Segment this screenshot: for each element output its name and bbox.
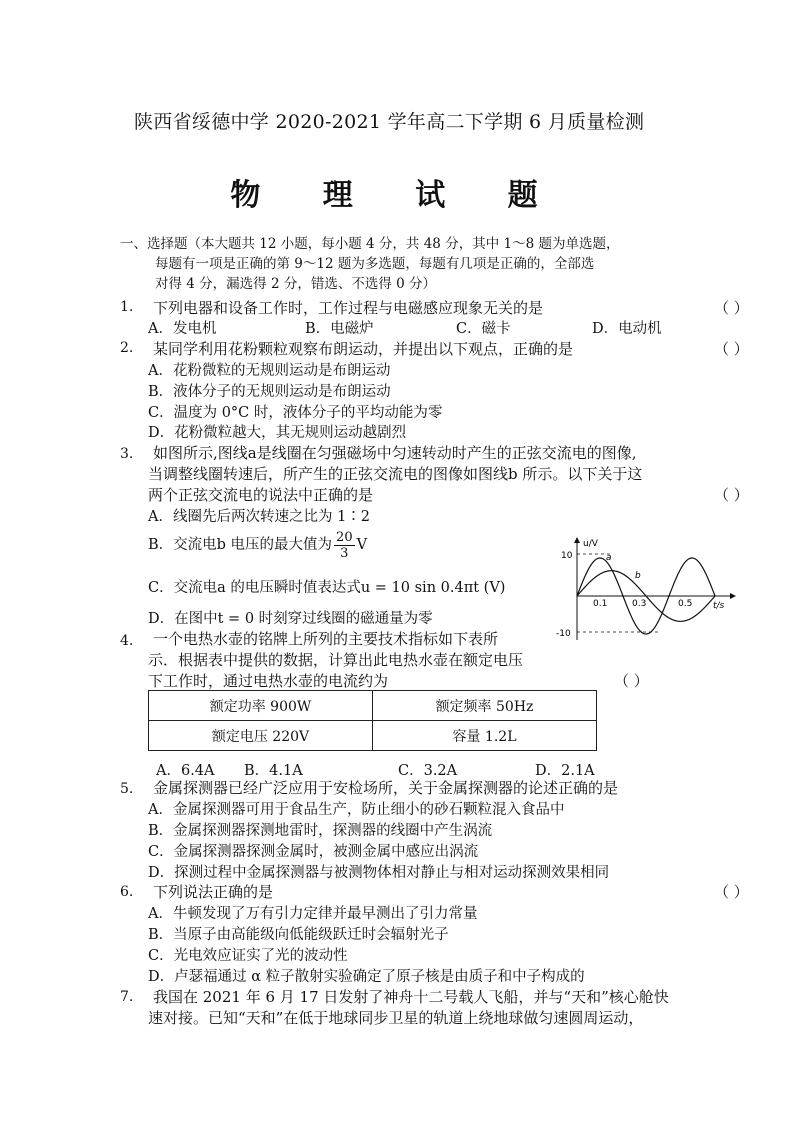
question-stem-line-3: 两个正弦交流电的说法中正确的是 [148, 486, 374, 504]
section-line-3: 对得 4 分，漏选得 2 分，错选、不选得 0 分） [155, 276, 437, 292]
question-stem-line-1: 一个电热水壶的铭牌上所列的主要技术指标如下表所 [153, 630, 499, 648]
section-instructions [120, 234, 619, 294]
fraction [334, 530, 355, 561]
option-d: D．探测过程中金属探测器与被测物体相对静止与相对运动探测效果相同 [148, 865, 610, 881]
question-stem: 金属探测器已经广泛应用于安检场所，关于金属探测器的论述正确的是 [153, 779, 619, 797]
option-a: A．花粉微粒的无规则运动是布朗运动 [148, 363, 391, 379]
option-c: C．交流电a 的电压瞬时值表达式u = 10 sin 0.4πt (V) [148, 580, 506, 596]
answer-bracket: （ ） [714, 486, 749, 504]
question-stem-line-1: 我国在 2021 年 6 月 17 日发射了神舟十二号载人飞船，并与“天和”核心舱快 [153, 988, 669, 1006]
page-title: 物 理 试 题 [230, 178, 564, 213]
question-stem: 下列电器和设备工作时，工作过程与电磁感应现象无关的是 [153, 299, 544, 317]
option-b: B．4.1A [244, 763, 303, 779]
option-b: B．金属探测器探测地雷时，探测器的线圈中产生涡流 [148, 823, 493, 839]
option-b: B．液体分子的无规则运动是布朗运动 [148, 384, 391, 400]
x-tick-0-3: 0.3 [632, 599, 647, 609]
option-c: C．磁卡 [456, 321, 511, 337]
option-a: A．发电机 [148, 321, 217, 337]
section-line-2: 每题有一项是正确的第 9～12 题为多选题，每题有几项是正确的，全部选 [155, 256, 595, 272]
fraction-denominator: 3 [340, 545, 349, 561]
option-b: B．当原子由高能级向低能级跃迁时会辐射光子 [148, 927, 449, 943]
school-heading: 陕西省绥德中学 2020-2021 学年高二下学期 6 月质量检测 [134, 111, 645, 133]
curve-a-label: a [606, 553, 612, 563]
option-a: A．6.4A [156, 763, 215, 779]
voltage-time-graph [550, 532, 740, 644]
question-number: 3. [120, 446, 134, 462]
option-d: D．电动机 [592, 321, 662, 337]
answer-bracket: （ ） [714, 299, 749, 317]
question-number: 7. [120, 989, 134, 1005]
question-stem-line-2: 示．根据表中提供的数据，计算出此电热水壶在额定电压 [148, 651, 524, 669]
question-stem: 下列说法正确的是 [153, 883, 274, 901]
question-stem-line-1: 如图所示,图线a是线圈在匀强磁场中匀速转动时产生的正弦交流电的图像, [153, 444, 637, 462]
option-b: B．电磁炉 [305, 321, 374, 337]
y-tick-10: 10 [561, 551, 573, 561]
y-axis-label: u/V [583, 539, 598, 549]
table-row [149, 721, 597, 751]
option-c: C．光电效应证实了光的波动性 [148, 948, 348, 964]
option-a: A．线圈先后两次转速之比为 1∶2 [148, 509, 371, 525]
question-stem-line-2: 速对接。已知“天和”在低于地球同步卫星的轨道上绕地球做匀速圆周运动， [148, 1009, 644, 1027]
x-tick-0-5: 0.5 [678, 599, 693, 609]
option-c: C．3.2A [398, 763, 458, 779]
section-line-1: 一、选择题（本大题共 12 小题，每小题 4 分，共 48 分，其中 1～8 题为单选题， [120, 236, 620, 252]
answer-bracket: （ ） [714, 340, 749, 358]
answer-bracket: （ ） [614, 672, 649, 690]
option-a: A．牛顿发现了万有引力定律并最早测出了引力常量 [148, 906, 478, 922]
option-d: D．卢瑟福通过 α 粒子散射实验确定了原子核是由质子和中子构成的 [148, 969, 585, 985]
answer-bracket: （ ） [714, 883, 749, 901]
question-number: 6. [120, 884, 134, 900]
option-b-text: B．交流电b 电压的最大值为 [148, 537, 333, 553]
table-cell: 容量 1.2L [373, 721, 597, 751]
question-number: 5. [120, 781, 134, 797]
question-stem-line-2: 当调整线圈转速后，所产生的正弦交流电的图像如图线b 所示。以下关于这 [148, 465, 643, 483]
option-a: A．金属探测器可用于食品生产，防止细小的砂石颗粒混入食品中 [148, 802, 565, 818]
option-c: C．金属探测器探测金属时，被测金属中感应出涡流 [148, 844, 479, 860]
fraction-numerator: 20 [336, 529, 353, 545]
question-number: 2. [120, 340, 134, 356]
question-stem: 某同学利用花粉颗粒观察布朗运动，并提出以下观点，正确的是 [153, 340, 574, 358]
table-cell: 额定功率 900W [149, 691, 373, 721]
curve-b-label: b [635, 571, 641, 581]
spec-table [148, 690, 597, 751]
option-d: D．2.1A [535, 763, 595, 779]
x-axis-label: t/s [713, 601, 725, 611]
question-stem-line-3: 下工作时，通过电热水壶的电流约为 [148, 672, 389, 690]
option-c: C．温度为 0°C 时，液体分子的平均动能为零 [148, 405, 443, 421]
x-tick-0-1: 0.1 [593, 599, 608, 609]
table-cell: 额定电压 220V [149, 721, 373, 751]
table-cell: 额定频率 50Hz [373, 691, 597, 721]
y-tick-minus-10: -10 [556, 629, 571, 639]
option-b-unit: V [356, 537, 368, 553]
option-d: D．在图中t = 0 时刻穿过线圈的磁通量为零 [148, 611, 433, 627]
table-row [149, 691, 597, 721]
option-b [148, 526, 367, 564]
question-number: 1. [120, 299, 134, 315]
question-number: 4. [120, 633, 134, 649]
option-d: D．花粉微粒越大，其无规则运动越剧烈 [148, 425, 407, 441]
